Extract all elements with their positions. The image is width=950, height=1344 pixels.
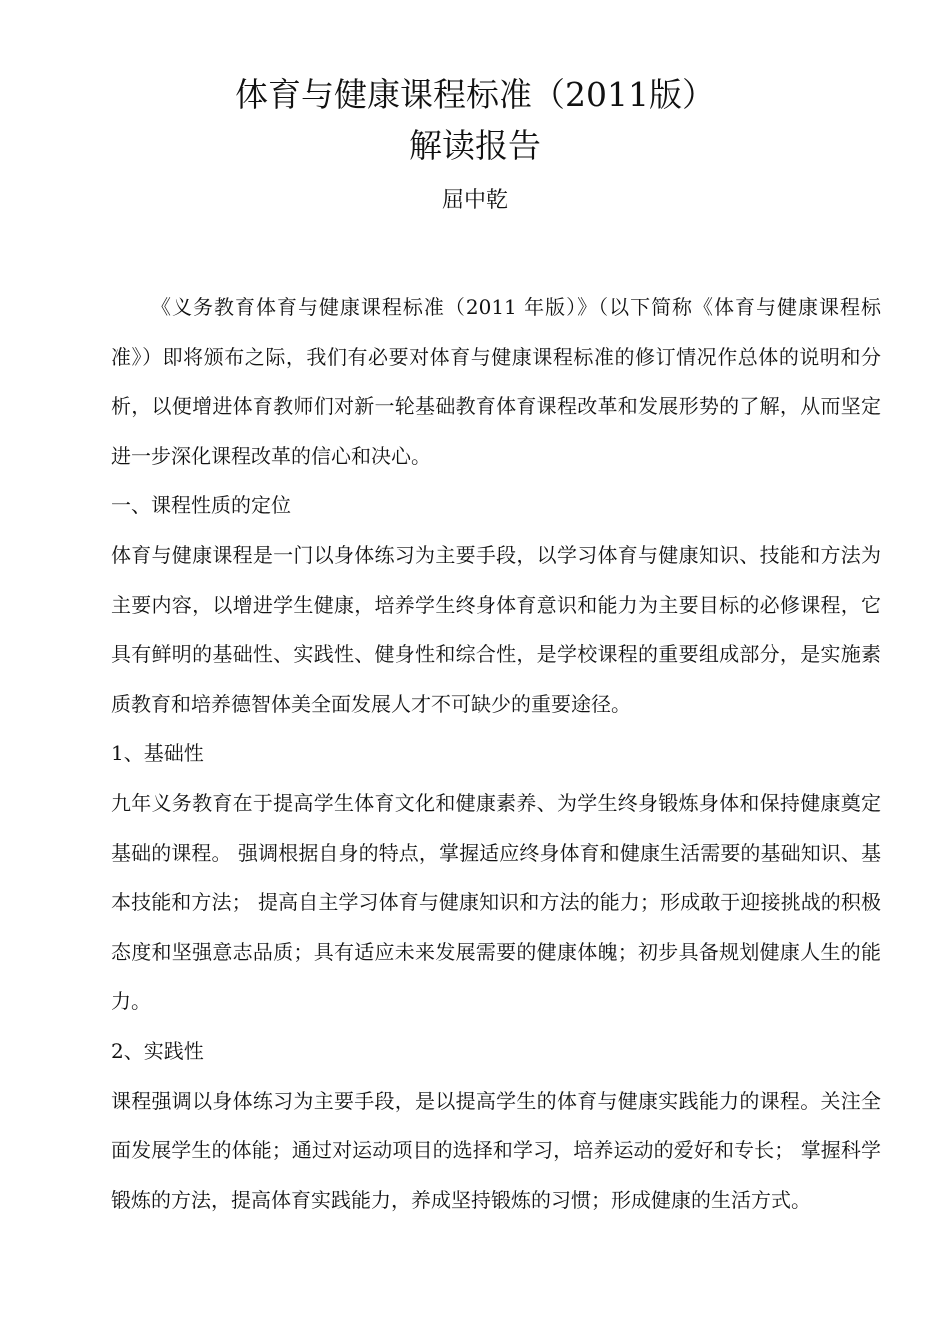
body-paragraph: 体育与健康课程是一门以身体练习为主要手段，以学习体育与健康知识、技能和方法为主要内容，以增进学生健康，培养学生终身体育意识和能力为主要目标的必修课程，它具有鲜明的基础性、实践性、健身性和综合性，是学校课程的重要组成部分，是实施素质教育和培养德智体美全面发展人才不可缺少的重要途径。 [111, 542, 881, 716]
body-paragraph: 九年义务教育在于提高学生体育文化和健康素养、为学生终身锻炼身体和保持健康奠定基础的课程。 强调根据自身的特点，掌握适应终身体育和健康生活需要的基础知识、基本技能和方法； 提高自主学习体育与健康知识和方法的能力；形成敢于迎接挑战的积极态度和坚强意志品质；具有适应未来发展需要的健康体魄；初步具备规划健康人生的能力。 [111, 790, 881, 1014]
author-name: 屈中乾 [441, 188, 508, 213]
document-title: 体育与健康课程标准（2011版） [235, 75, 715, 114]
subsection-heading: 1、基础性 [111, 741, 204, 766]
section-heading: 一、课程性质的定位 [111, 493, 291, 518]
document-subtitle: 解读报告 [409, 126, 541, 165]
subsection-heading: 2、实践性 [111, 1038, 204, 1063]
intro-paragraph: 《义务教育体育与健康课程标准（2011 年版）》（以下简称《体育与健康课程标准》）即将颁布之际，我们有必要对体育与健康课程标准的修订情况作总体的说明和分析，以便增进体育教师们对新一轮基础教育体育课程改革和发展形势的了解，从而坚定进一步深化课程改革的信心和决心。 [111, 295, 881, 468]
document-body [111, 283, 881, 1225]
body-paragraph: 课程强调以身体练习为主要手段，是以提高学生的体育与健康实践能力的课程。关注全面发展学生的体能；通过对运动项目的选择和学习，培养运动的爱好和专长； 掌握科学锻炼的方法，提高体育实践能力，养成坚持锻炼的习惯；形成健康的生活方式。 [111, 1088, 881, 1212]
